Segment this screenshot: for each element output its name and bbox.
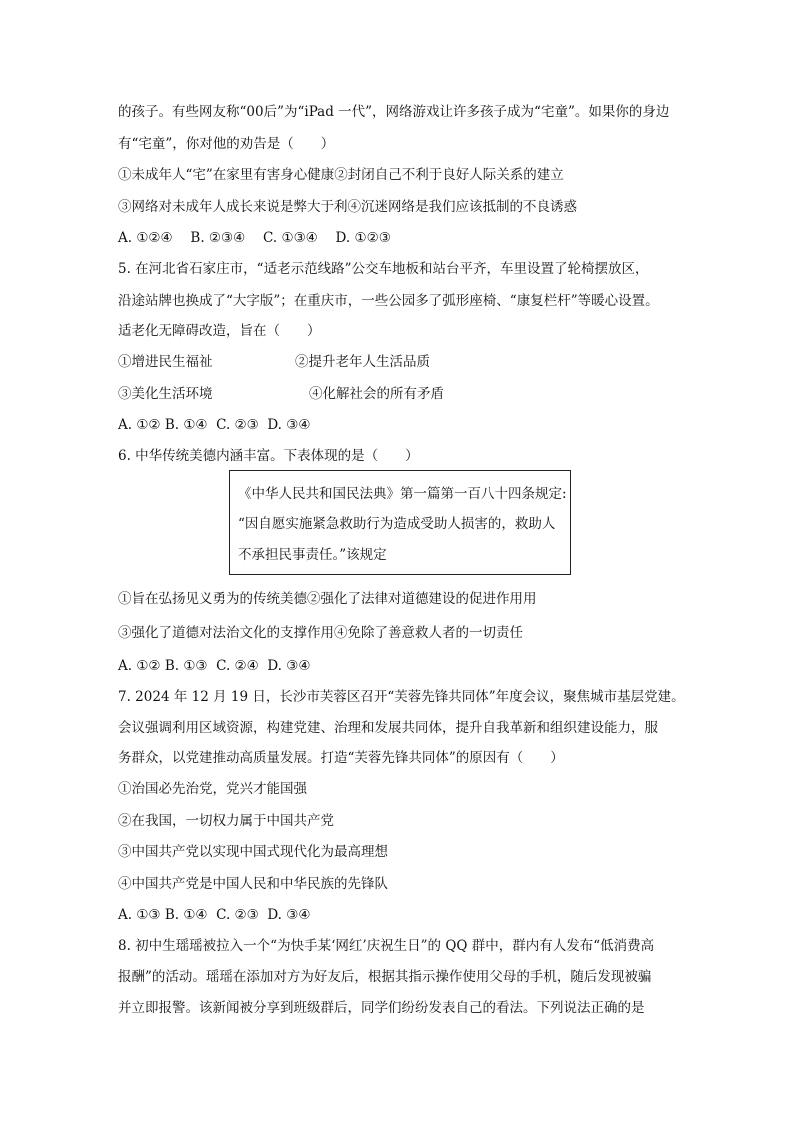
q6-quote-line-3: 不承担民事责任。”该规定 [238, 547, 387, 563]
q4-stem-line-2: 有“宅童”，你对他的劝告是（ ） [118, 136, 335, 152]
q5-option-3: ③美化生活环境 [118, 386, 213, 402]
q5-option-1: ①增进民生福祉 [118, 354, 213, 370]
q4-option-line-1: ①未成年人“宅”在家里有害身心健康②封闭自己不利于良好人际关系的建立 [118, 167, 564, 183]
q6-stem: 6. 中华传统美德内涵丰富。下表体现的是（ ） [118, 448, 419, 464]
q5-stem-line-1: 5. 在河北省石家庄市，“适老示范线路”公交车地板和站台平齐，车里设置了轮椅摆放区， [118, 261, 649, 277]
q6-answer-choices: A. ①② B. ①③ C. ②④ D. ③④ [118, 658, 311, 674]
q5-option-2: ②提升老年人生活品质 [295, 354, 430, 370]
q7-stem-line-1: 7. 2024 年 12 月 19 日，长沙市芙蓉区召开“芙蓉先锋共同体”年度会议，聚焦城市基层党建。 [118, 689, 685, 705]
q7-option-3: ③中国共产党以实现中国式现代化为最高理想 [118, 844, 388, 860]
q6-quote-line-2: “因自愿实施紧急救助行为造成受助人损害的，救助人 [238, 516, 556, 532]
q4-stem-line-1: 的孩子。有些网友称“00后”为“iPad 一代”，网络游戏让许多孩子成为“宅童”。如果你的身边 [118, 104, 670, 120]
q7-stem-line-2: 会议强调利用区域资源，构建党建、治理和发展共同体，提升自我革新和组织建设能力，服 [118, 720, 658, 736]
q4-answer-choices: A. ①②④ B. ②③④ C. ①③④ D. ①②③ [118, 230, 391, 246]
q7-option-2: ②在我国，一切权力属于中国共产党 [118, 813, 334, 829]
q6-option-line-1: ①旨在弘扬见义勇为的传统美德②强化了法律对道德建设的促进作用用 [118, 591, 537, 607]
q8-stem-line-1: 8. 初中生瑶瑶被拉入一个“为快手某‘网红’庆祝生日”的 QQ 群中，群内有人发布“低消费高 [118, 938, 655, 954]
q4-option-line-2: ③网络对未成年人成长来说是弊大于利④沉迷网络是我们应该抵制的不良诱惑 [118, 199, 577, 215]
q8-stem-line-3: 并立即报警。该新闻被分享到班级群后，同学们纷纷发表自己的看法。下列说法正确的是 [118, 1000, 645, 1016]
q8-stem-line-2: 报酬”的活动。瑶瑶在添加对方为好友后，根据其指示操作使用父母的手机，随后发现被骗 [118, 969, 652, 985]
q7-answer-choices: A. ①③ B. ①④ C. ②③ D. ③④ [118, 907, 311, 923]
q7-stem-line-3: 务群众，以党建推动高质量发展。打造“芙蓉先锋共同体”的原因有（ ） [118, 750, 564, 766]
q6-quote-box [229, 470, 571, 575]
q7-option-1: ①治国必先治党，党兴才能国强 [118, 781, 307, 797]
q6-quote-line-1: 《中华人民共和国民法典》第一篇第一百八十四条规定: [238, 486, 567, 502]
q6-option-line-2: ③强化了道德对法治文化的支撑作用④免除了善意救人者的一切责任 [118, 625, 523, 641]
q5-answer-choices: A. ①② B. ①④ C. ②③ D. ③④ [118, 417, 311, 433]
q5-option-4: ④化解社会的所有矛盾 [309, 386, 444, 402]
q5-stem-line-2: 沿途站牌也换成了“大字版”；在重庆市，一些公园多了弧形座椅、“康复栏杆”等暖心设置。 [118, 293, 659, 309]
q5-stem-line-3: 适老化无障碍改造，旨在（ ） [118, 323, 321, 339]
q7-option-4: ④中国共产党是中国人民和中华民族的先锋队 [118, 876, 388, 892]
